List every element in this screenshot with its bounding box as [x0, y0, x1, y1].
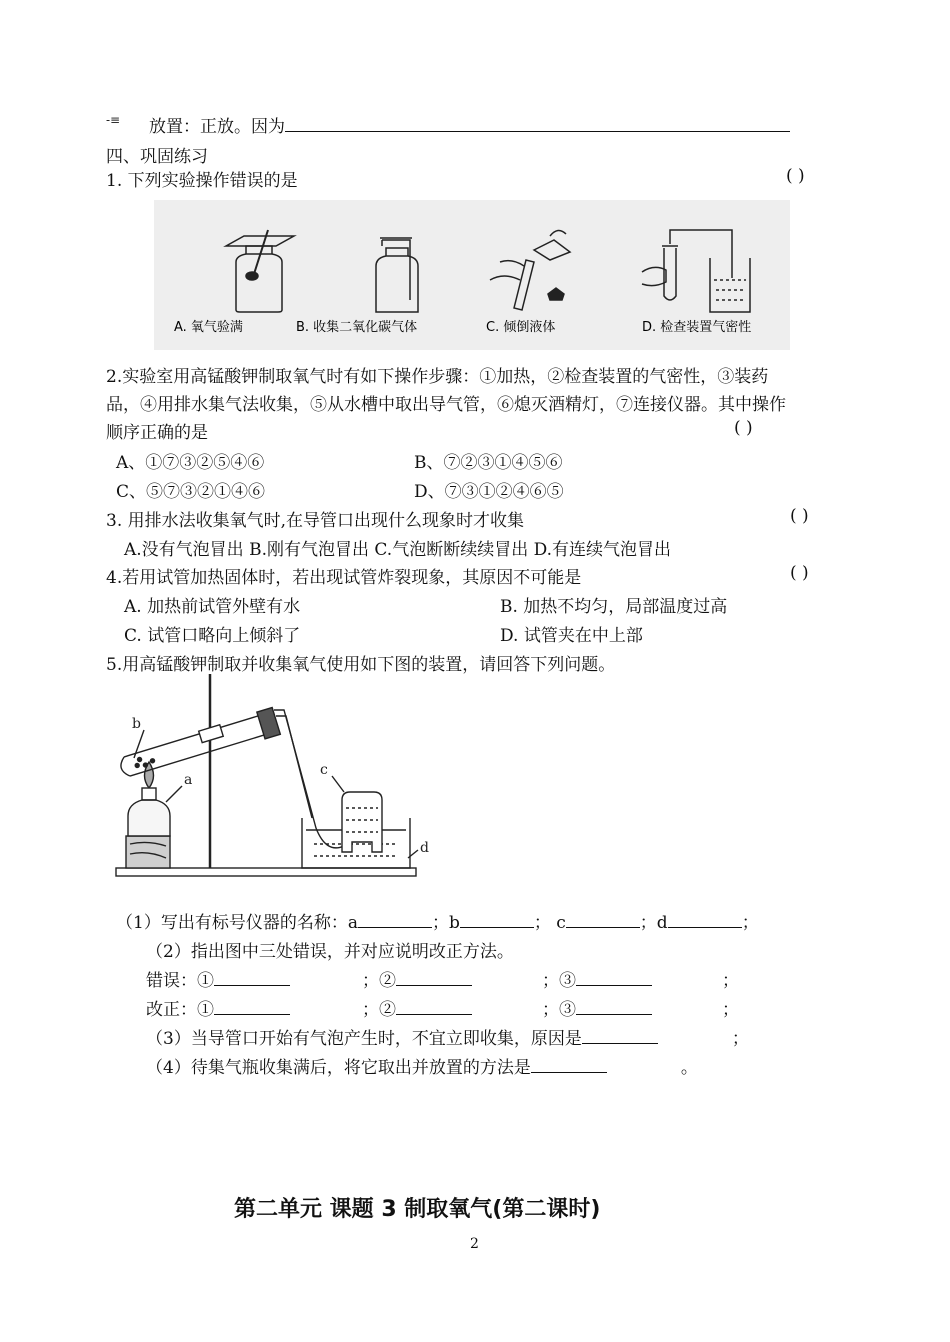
lab-operations-drawing: [154, 200, 790, 350]
blank-d[interactable]: [668, 926, 742, 928]
q2-option-b: B、⑦②③①④⑤⑥: [414, 453, 563, 473]
blank-a[interactable]: [358, 926, 432, 928]
q1-operations-figure: [154, 200, 790, 350]
fix-blank-1[interactable]: [214, 1013, 290, 1015]
fixes-row: 改正：① ；② ；③ ；: [146, 1000, 739, 1020]
blank-c[interactable]: [566, 926, 640, 928]
q5-sub1: （1）写出有标号仪器的名称：a ；b ； c ；d ；: [116, 913, 759, 933]
q2-option-c: C、⑤⑦③②①④⑥: [116, 482, 266, 502]
q3-answer-paren[interactable]: ( ): [790, 506, 809, 526]
page-number: 2: [470, 1236, 479, 1252]
label-b: b: [132, 716, 141, 732]
option-c-caption: C. 倾倒液体: [486, 320, 556, 335]
reason-blank[interactable]: [582, 1042, 658, 1044]
q5-stem: 5.用高锰酸钾制取并收集氧气使用如下图的装置，请回答下列问题。: [106, 655, 616, 675]
q2-option-d: D、⑦③①②④⑥⑤: [414, 482, 564, 502]
error-blank-1[interactable]: [214, 984, 290, 986]
q2-line1: 2.实验室用高锰酸钾制取氧气时有如下操作步骤：①加热，②检查装置的气密性，③装药: [106, 367, 769, 387]
fix-blank-3[interactable]: [576, 1013, 652, 1015]
answer-blank[interactable]: [285, 130, 790, 132]
label-a: a: [184, 772, 193, 788]
q4-option-c: C. 试管口略向上倾斜了: [124, 626, 301, 646]
option-b-caption: B. 收集二氧化碳气体: [296, 320, 418, 335]
q4-option-a: A. 加热前试管外壁有水: [124, 597, 301, 617]
q2-option-a: A、①⑦③②⑤④⑥: [116, 453, 265, 473]
label-d: d: [420, 840, 429, 856]
error-blank-3[interactable]: [576, 984, 652, 986]
fix-blank-2[interactable]: [396, 1013, 472, 1015]
q5-sub3: （3）当导管口开始有气泡产生时，不宜立即收集，原因是 ；: [146, 1029, 749, 1049]
q4-answer-paren[interactable]: ( ): [790, 563, 809, 583]
section-heading: 四、巩固练习: [106, 147, 208, 167]
q5-sub4: （4）待集气瓶收集满后，将它取出并放置的方法是 。: [146, 1058, 698, 1078]
option-a-caption: A. 氧气验满: [174, 320, 243, 335]
error-blank-2[interactable]: [396, 984, 472, 986]
q4-option-b: B. 加热不均匀，局部温度过高: [500, 597, 728, 617]
q3-stem: 3. 用排水法收集氧气时,在导管口出现什么现象时才收集: [106, 511, 525, 531]
method-blank[interactable]: [531, 1071, 607, 1073]
errors-row: 错误：① ；② ；③ ；: [146, 971, 739, 991]
q2-answer-paren[interactable]: ( ): [734, 418, 753, 438]
option-d-caption: D. 检查装置气密性: [642, 320, 752, 335]
q1-stem: 1. 下列实验操作错误的是: [106, 171, 298, 191]
blank-b[interactable]: [460, 926, 534, 928]
apparatus-drawing: [104, 668, 444, 883]
bullet-mark: -≡: [106, 113, 121, 127]
q5-apparatus-figure: [104, 668, 444, 883]
q2-line3: 顺序正确的是: [106, 423, 208, 443]
next-lesson-title: 第二单元 课题 3 制取氧气(第二课时): [234, 1197, 601, 1222]
q1-answer-paren[interactable]: ( ): [786, 166, 805, 186]
q5-sub2: （2）指出图中三处错误，并对应说明改正方法。: [146, 942, 514, 962]
q4-stem: 4.若用试管加热固体时，若出现试管炸裂现象，其原因不可能是: [106, 568, 582, 588]
placement-text: 放置：正放。因为: [149, 112, 790, 137]
q2-line2: 品，④用排水集气法收集，⑤从水槽中取出导气管，⑥熄灭酒精灯，⑦连接仪器。其中操作: [106, 395, 786, 415]
q4-option-d: D. 试管夹在中上部: [500, 626, 643, 646]
label-c: c: [320, 762, 328, 778]
q3-options: A.没有气泡冒出 B.刚有气泡冒出 C.气泡断断续续冒出 D.有连续气泡冒出: [124, 540, 672, 560]
